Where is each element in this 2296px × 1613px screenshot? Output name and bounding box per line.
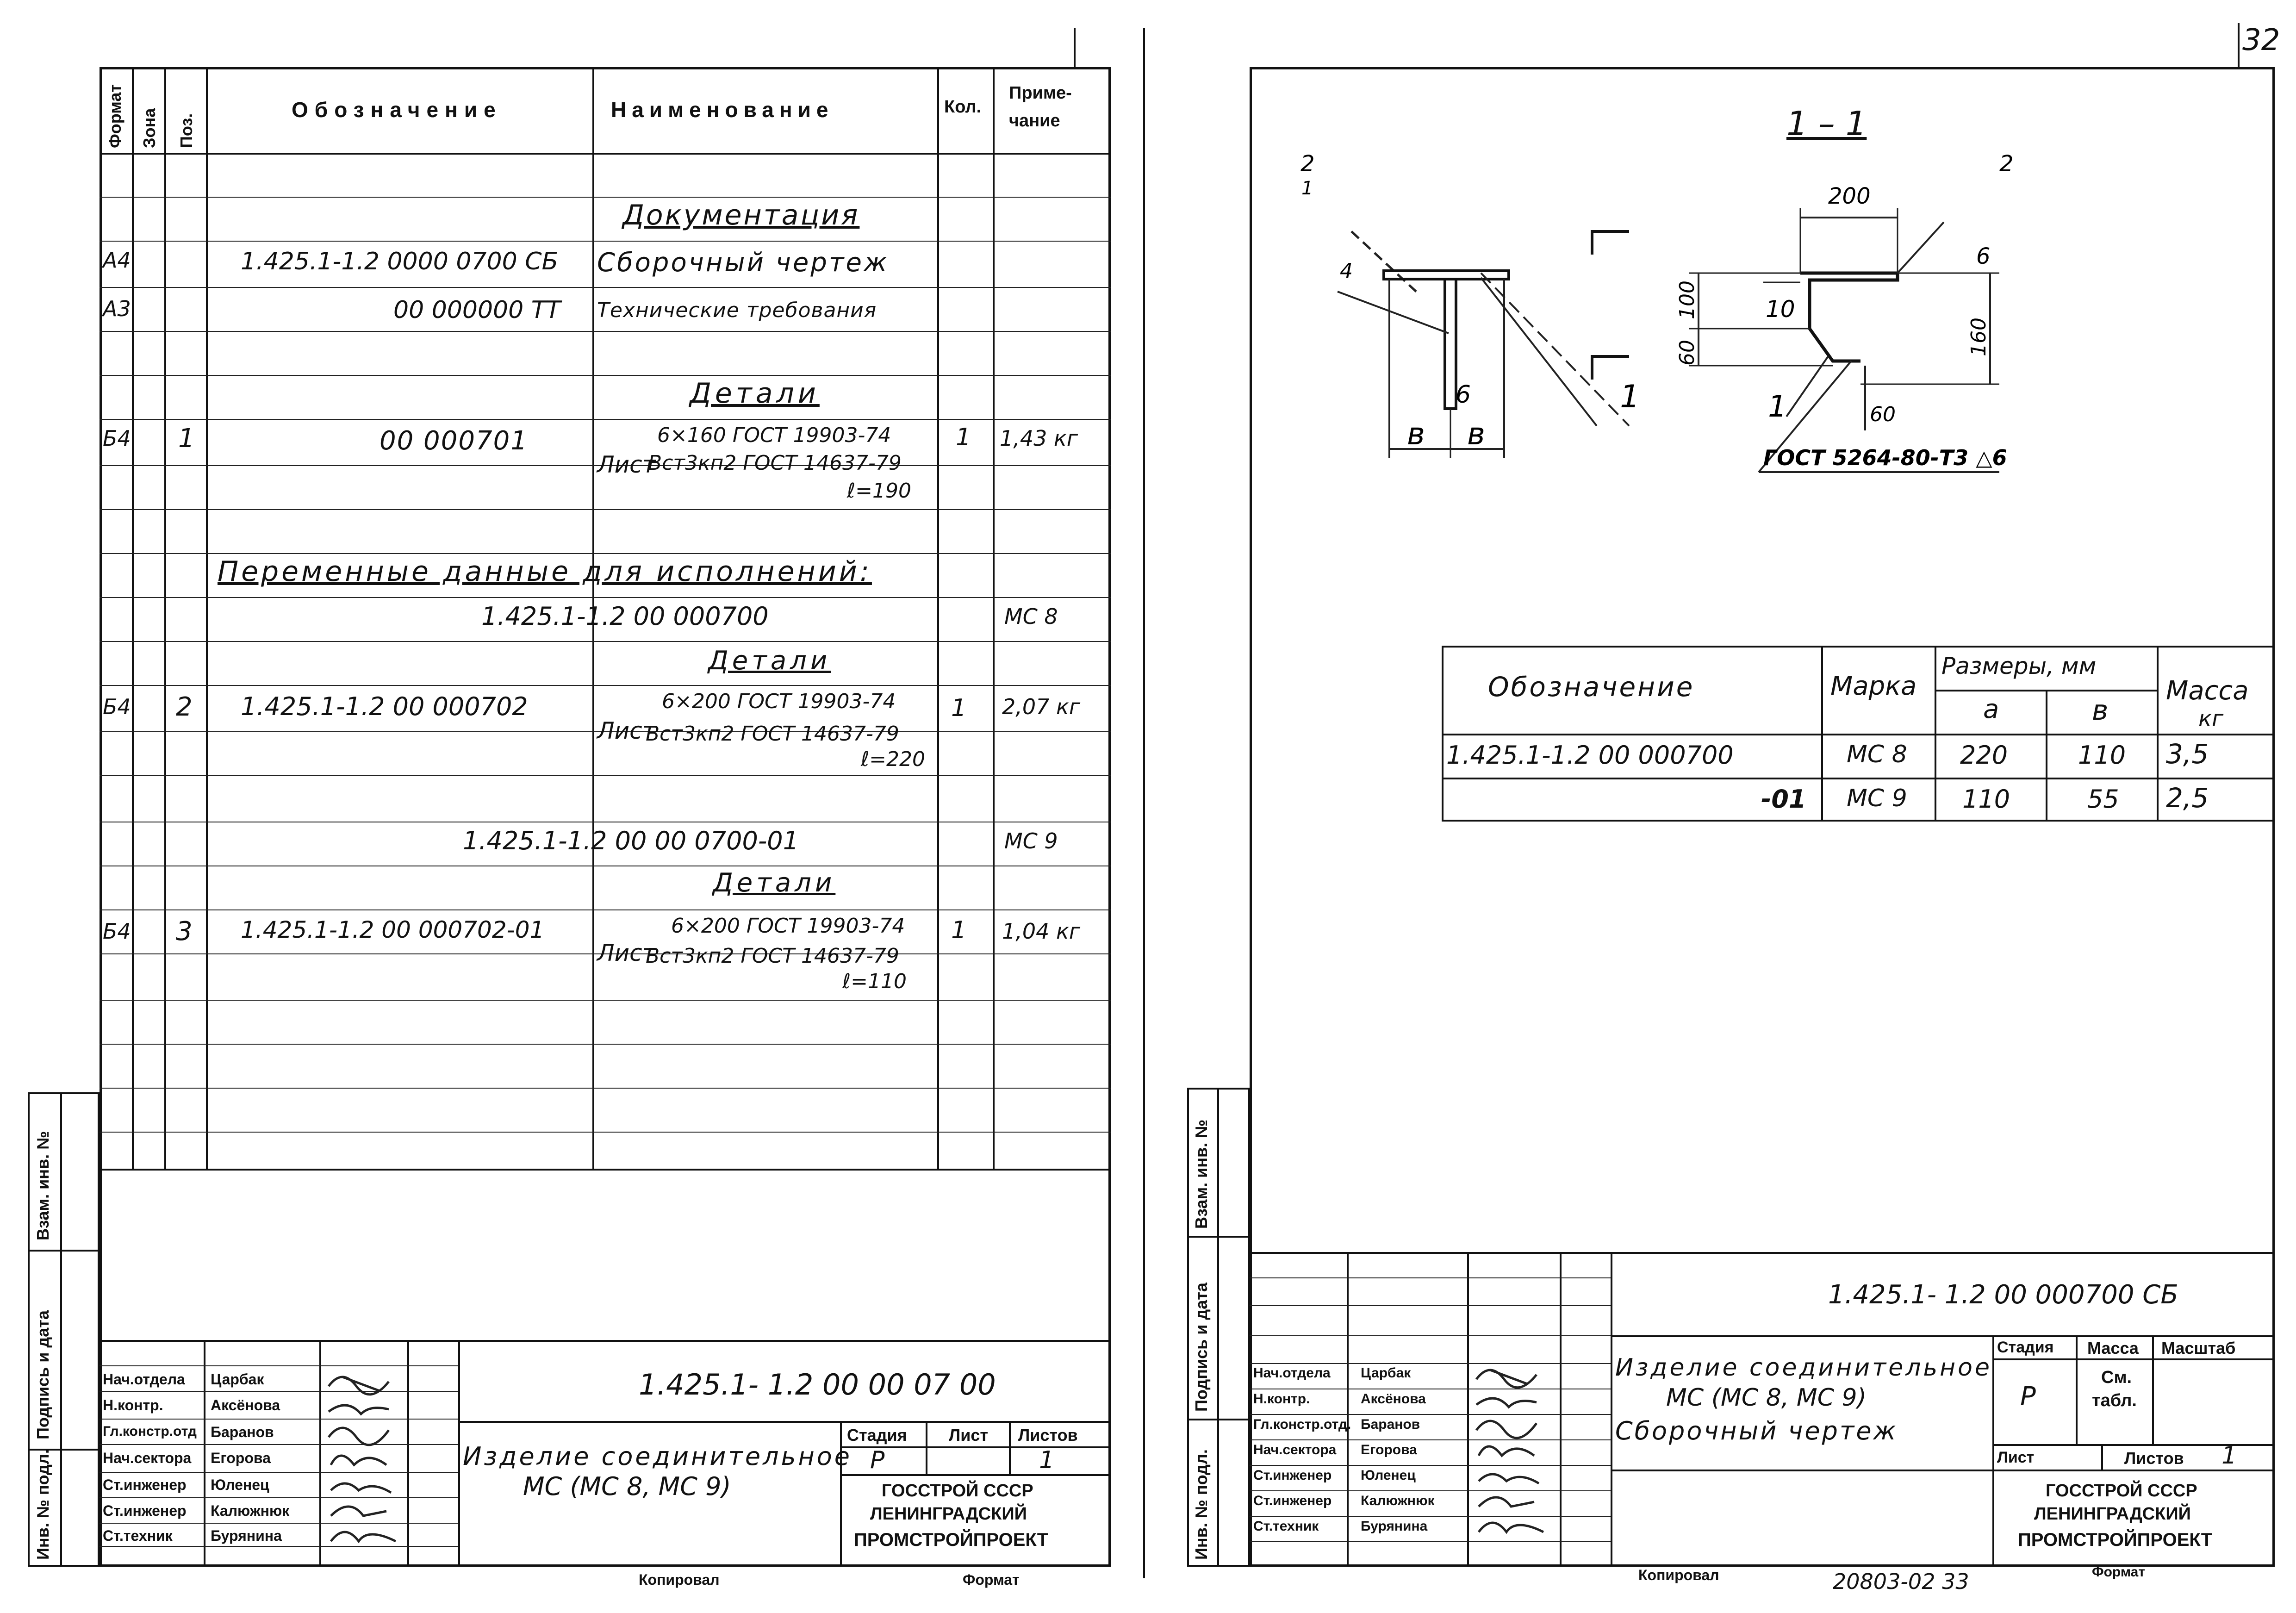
- right-tb-stage-label: Стадия: [1997, 1339, 2054, 1356]
- variable-data-heading: Переменные данные для исполнений:: [218, 555, 872, 588]
- row-line: [100, 375, 1111, 376]
- row2-name: Технические требования: [597, 299, 877, 322]
- right-tb-name-6: Бурянина: [1361, 1519, 1428, 1534]
- col-header-pos: Поз.: [177, 113, 196, 148]
- row4-name-line2: Вст3кп2 ГОСТ 14637-79: [646, 722, 899, 746]
- row5-name-line3: ℓ=110: [842, 970, 907, 993]
- dim-100: 100: [1675, 280, 1699, 319]
- table-bottom-line: [100, 1169, 1111, 1171]
- col-header-name: Наименование: [611, 98, 834, 122]
- section-details-3: Детали: [713, 868, 836, 898]
- table-header-dims: Размеры, мм: [1941, 653, 2097, 679]
- tb-row: [1250, 1414, 1611, 1415]
- page-number: 32: [2242, 23, 2280, 57]
- left-tb-name-3: Егорова: [211, 1450, 271, 1466]
- row3-name-prefix: Лист: [597, 451, 656, 478]
- right-tb-role-0: Нач.отдела: [1253, 1365, 1331, 1381]
- right-side-label-vzam: Взам. инв. №: [1192, 1119, 1211, 1229]
- var2-designation: 1.425.1-1.2 00 00 0700-01: [463, 826, 799, 855]
- tb-col: [1347, 1252, 1349, 1567]
- left-tb-role-0: Нач.отдела: [103, 1371, 185, 1388]
- table-header-b: в: [2092, 694, 2109, 727]
- side-strip-col: [1217, 1088, 1219, 1567]
- table-row2-b: 55: [2087, 785, 2119, 814]
- tb-row: [1250, 1465, 1611, 1466]
- row-line: [100, 1132, 1111, 1133]
- col-header-qty: Кол.: [944, 97, 982, 117]
- left-tb-sheets-label: Листов: [1018, 1426, 1078, 1445]
- left-tb-role-4: Ст.инженер: [103, 1476, 187, 1493]
- section-arrow-top: [1592, 231, 1629, 255]
- row-line: [100, 1000, 1111, 1001]
- row5-qty: 1: [951, 916, 967, 944]
- left-side-label-vzam: Взам. инв. №: [33, 1131, 52, 1240]
- tb-row: [1250, 1305, 1611, 1306]
- col-line-qty: [993, 67, 995, 1169]
- tb-row: [100, 1472, 458, 1473]
- right-tb-role-3: Нач.сектора: [1253, 1442, 1337, 1457]
- col-header-note-1: Приме-: [1009, 83, 1072, 103]
- row2-format: А3: [103, 296, 131, 321]
- tb-row: [1992, 1470, 2275, 1471]
- table-row1-mass: 3,5: [2166, 738, 2209, 770]
- left-tb-org-1: ГОССТРОЙ СССР: [882, 1481, 1033, 1501]
- right-tb-sheets-value: 1: [2221, 1442, 2237, 1470]
- row-line: [100, 197, 1111, 198]
- side-strip-divider: [28, 1250, 100, 1252]
- var2-note: МС 9: [1004, 828, 1058, 853]
- right-tb-mass-label: Масса: [2087, 1339, 2139, 1358]
- callout-4: 4: [1340, 259, 1353, 283]
- row5-designation: 1.425.1-1.2 00 000702-01: [241, 916, 545, 943]
- tb-row: [1250, 1490, 1611, 1491]
- right-side-label-sign: Подпись и дата: [1192, 1283, 1211, 1412]
- left-tb-role-5: Ст.инженер: [103, 1502, 187, 1519]
- table-row2-mass: 2,5: [2166, 782, 2209, 814]
- dim-60: 60: [1675, 340, 1699, 366]
- left-tb-org-3: ПРОМСТРОЙПРОЕКТ: [854, 1530, 1049, 1550]
- row5-note: 1,04 кг: [1002, 919, 1080, 944]
- dim-200: 200: [1828, 183, 1871, 209]
- row3-qty: 1: [956, 423, 971, 451]
- left-tb-sheet-label: Лист: [949, 1426, 989, 1445]
- tb-row: [1611, 1335, 2275, 1337]
- row3-name-line2: Вст3кп2 ГОСТ 14637-79: [648, 451, 902, 475]
- left-tb-name-5: Калюжнюк: [211, 1502, 290, 1519]
- section-details-1: Детали: [690, 377, 820, 410]
- row5-pos: 3: [176, 916, 193, 947]
- tb-col: [458, 1340, 460, 1567]
- right-tb-name-3: Егорова: [1361, 1442, 1417, 1457]
- right-tb-mass-value-2: табл.: [2092, 1391, 2137, 1410]
- leader-line: [1338, 292, 1449, 333]
- section-documentation: Документация: [622, 199, 860, 231]
- table-header-mark: Марка: [1830, 671, 1917, 701]
- left-side-label-sign: Подпись и дата: [33, 1310, 52, 1439]
- leader-line: [1481, 278, 1597, 426]
- right-tb-code: 1.425.1- 1.2 00 000700 СБ: [1828, 1280, 2178, 1310]
- col-header-designation: Обозначение: [292, 98, 502, 122]
- title-block-top: [1250, 1252, 2275, 1254]
- row1-format: А4: [103, 248, 131, 273]
- right-tb-org-2: ЛЕНИНГРАДСКИЙ: [2034, 1504, 2191, 1524]
- dim-6b: 6: [1976, 243, 1991, 269]
- tb-row: [1250, 1363, 1611, 1364]
- left-tb-role-3: Нач.сектора: [103, 1450, 192, 1466]
- col-line-name: [937, 67, 939, 1169]
- left-side-label-inv: Инв. № подл.: [33, 1449, 52, 1560]
- tb-row: [100, 1419, 458, 1420]
- row1-designation: 1.425.1-1.2 0000 0700 СБ: [241, 248, 559, 275]
- right-tb-name-1: Аксёнова: [1361, 1391, 1426, 1407]
- right-tb-title-3: Сборочный чертеж: [1615, 1416, 1898, 1445]
- right-tb-role-4: Ст.инженер: [1253, 1468, 1332, 1483]
- callout-1b: 1: [1768, 390, 1787, 424]
- col-header-zone: Зона: [140, 108, 159, 148]
- right-tb-role-1: Н.контр.: [1253, 1391, 1310, 1407]
- row-line: [100, 287, 1111, 288]
- table-header-bottom: [1442, 734, 2275, 735]
- row-line: [100, 597, 1111, 598]
- right-tb-role-6: Ст.техник: [1253, 1519, 1319, 1534]
- right-tb-title-2: МС (МС 8, МС 9): [1666, 1384, 1867, 1412]
- section-profile: [1800, 273, 1898, 361]
- row4-name-line1: 6×200 ГОСТ 19903-74: [662, 690, 896, 713]
- right-tb-org-3: ПРОМСТРОЙПРОЕКТ: [2018, 1530, 2213, 1550]
- row3-pos: 1: [178, 423, 195, 454]
- row3-designation: 00 000701: [380, 426, 528, 456]
- row-line: [100, 909, 1111, 910]
- row4-name-line3: ℓ=220: [861, 747, 926, 771]
- section-drawing: [1296, 139, 2083, 518]
- row2-designation: 00 000000 ТТ: [393, 296, 561, 324]
- dim-b-2: в: [1467, 416, 1485, 452]
- dim-60b: 60: [1870, 403, 1896, 426]
- tb-row: [100, 1546, 458, 1547]
- tb-row: [1250, 1277, 1611, 1278]
- right-signatures: [1472, 1361, 1555, 1546]
- table-row1-mark: МС 8: [1847, 741, 1907, 768]
- row4-note: 2,07 кг: [1002, 694, 1080, 719]
- right-tb-role-5: Ст.инженер: [1253, 1493, 1332, 1508]
- left-footer-copied: Копировал: [639, 1571, 720, 1588]
- row3-format: Б4: [103, 426, 131, 451]
- title-block-top: [100, 1340, 1111, 1342]
- web-plate: [1445, 279, 1456, 409]
- callout-2a: 2: [1300, 151, 1315, 177]
- tb-row: [100, 1497, 458, 1498]
- right-tb-org-1: ГОССТРОЙ СССР: [2046, 1481, 2197, 1501]
- table-row2-designation: -01: [1761, 785, 1806, 814]
- row4-designation: 1.425.1-1.2 00 000702: [241, 692, 528, 721]
- table-row1-a: 220: [1960, 741, 2008, 770]
- left-tb-role-2: Гл.констр.отд: [103, 1424, 197, 1439]
- col-line-zone: [164, 67, 166, 1169]
- tb-col: [1992, 1335, 1994, 1567]
- right-tb-scale-label: Масштаб: [2161, 1339, 2236, 1358]
- tb-row: [458, 1421, 1111, 1423]
- tb-row: [1250, 1439, 1611, 1440]
- table-row: [1935, 690, 2157, 691]
- tb-col: [1611, 1252, 1612, 1567]
- col-line-pos: [206, 67, 208, 1169]
- col-header-note-2: чание: [1009, 111, 1060, 131]
- leader-line: [1898, 222, 1944, 273]
- row4-format: Б4: [103, 694, 131, 719]
- right-tb-title-1: Изделие соединительное: [1615, 1354, 1992, 1382]
- row-line: [100, 509, 1111, 510]
- callout-2b: 2: [1999, 151, 2014, 177]
- right-tb-name-0: Царбак: [1361, 1365, 1411, 1381]
- col-line-format: [132, 67, 134, 1169]
- tb-row: [100, 1391, 458, 1392]
- table-col: [2046, 690, 2047, 822]
- row-line: [100, 641, 1111, 642]
- col-header-format: Формат: [106, 84, 124, 148]
- left-tb-name-2: Баранов: [211, 1424, 274, 1440]
- tb-col: [2101, 1444, 2103, 1470]
- table-header-a: а: [1983, 694, 1999, 724]
- var1-note: МС 8: [1004, 604, 1058, 629]
- left-footer-format: Формат: [963, 1571, 1020, 1588]
- section-label: 1 – 1: [1786, 104, 1867, 143]
- left-tb-name-6: Бурянина: [211, 1527, 282, 1544]
- right-footer-number: 20803-02 33: [1833, 1569, 1969, 1594]
- row4-pos: 2: [176, 692, 193, 722]
- left-signatures: [324, 1368, 403, 1562]
- left-tb-name-0: Царбак: [211, 1371, 264, 1388]
- tb-col: [319, 1340, 321, 1567]
- callout-1a: 1: [1301, 178, 1313, 199]
- right-tb-sheet-label: Лист: [1997, 1449, 2035, 1466]
- row-line: [100, 1044, 1111, 1045]
- right-footer-copied: Копировал: [1638, 1567, 1719, 1583]
- row5-name-line1: 6×200 ГОСТ 19903-74: [671, 914, 905, 938]
- tb-row: [1611, 1470, 1992, 1471]
- row1-name: Сборочный чертеж: [597, 248, 889, 278]
- table-header-designation: Обозначение: [1488, 671, 1695, 703]
- row3-name-line1: 6×160 ГОСТ 19903-74: [657, 423, 891, 447]
- tb-row: [100, 1365, 458, 1366]
- right-tb-role-2: Гл.констр.отд.: [1253, 1417, 1351, 1432]
- header-row-line: [100, 153, 1111, 155]
- table-row1-b: 110: [2078, 741, 2126, 770]
- left-tb-code: 1.425.1- 1.2 00 00 07 00: [639, 1368, 996, 1401]
- var1-designation: 1.425.1-1.2 00 000700: [481, 602, 769, 631]
- right-tb-name-4: Юленец: [1361, 1468, 1416, 1483]
- left-tb-sheets-value: 1: [1039, 1446, 1055, 1474]
- tb-row: [1250, 1335, 1611, 1336]
- tb-col: [2152, 1335, 2154, 1444]
- section-details-2: Детали: [708, 646, 831, 676]
- row-line: [100, 1088, 1111, 1089]
- row-line: [100, 331, 1111, 332]
- row4-qty: 1: [951, 694, 967, 722]
- right-page-tick: [2238, 23, 2240, 67]
- row-line: [100, 685, 1111, 686]
- right-tb-name-2: Баранов: [1361, 1417, 1420, 1432]
- right-tb-mass-value-1: См.: [2101, 1368, 2132, 1387]
- tb-col: [1467, 1252, 1469, 1567]
- left-tb-name-1: Аксёнова: [211, 1397, 280, 1414]
- right-tb-name-5: Калюжнюк: [1361, 1493, 1435, 1508]
- dim-6a: 6: [1456, 381, 1471, 409]
- left-tb-org-2: ЛЕНИНГРАДСКИЙ: [870, 1504, 1027, 1524]
- right-tb-sheets-label: Листов: [2124, 1449, 2184, 1468]
- row5-format: Б4: [103, 919, 131, 944]
- right-tb-stage-value: Р: [2020, 1382, 2036, 1412]
- left-tb-stage-value: Р: [870, 1446, 885, 1474]
- row-line: [100, 775, 1111, 776]
- left-tb-title-2: МС (МС 8, МС 9): [523, 1472, 731, 1501]
- section-arrow-label: 1: [1620, 379, 1640, 415]
- tb-row: [1992, 1358, 2275, 1360]
- tb-row: [1250, 1541, 1611, 1542]
- left-binding-edge: [1143, 28, 1145, 1578]
- left-tb-stage-label: Стадия: [847, 1426, 907, 1445]
- table-row2-mark: МС 9: [1847, 785, 1907, 812]
- row3-note: 1,43 кг: [1000, 426, 1078, 451]
- table-row1-designation: 1.425.1-1.2 00 000700: [1446, 741, 1734, 770]
- left-tb-name-4: Юленец: [211, 1476, 269, 1493]
- section-arrow-bottom: [1592, 356, 1629, 380]
- side-strip-col: [60, 1092, 62, 1567]
- tb-col: [204, 1340, 205, 1567]
- left-sheet: [100, 67, 1111, 1567]
- right-side-label-inv: Инв. № подл.: [1192, 1449, 1211, 1560]
- tb-row: [1250, 1516, 1611, 1517]
- left-tb-title-1: Изделие соединительное: [463, 1442, 852, 1471]
- weld-note: ГОСТ 5264-80-Т3 △6: [1763, 445, 2007, 470]
- row3-name-line3: ℓ=190: [847, 479, 912, 503]
- table-header-mass-2: кг: [2198, 706, 2224, 732]
- left-top-tick: [1074, 28, 1076, 69]
- tb-row: [100, 1444, 458, 1445]
- left-tb-role-6: Ст.техник: [103, 1527, 173, 1544]
- dim-160: 160: [1967, 318, 1991, 356]
- left-tb-role-1: Н.контр.: [103, 1397, 163, 1414]
- row5-name-line2: Вст3кп2 ГОСТ 14637-79: [646, 944, 899, 968]
- tb-col: [407, 1340, 409, 1567]
- tb-col: [2076, 1335, 2078, 1444]
- table-row2-a: 110: [1962, 785, 2010, 814]
- table-header-mass-1: Масса: [2166, 676, 2249, 706]
- dim-b-1: в: [1407, 416, 1425, 452]
- row-line: [100, 419, 1111, 420]
- tb-row: [840, 1474, 1111, 1476]
- row4-name-prefix: Лист: [597, 717, 656, 744]
- dim-10: 10: [1766, 296, 1795, 323]
- row5-name-prefix: Лист: [597, 940, 656, 966]
- tb-row: [100, 1523, 458, 1524]
- cut-hatch-line: [1351, 231, 1416, 292]
- tb-col: [1560, 1252, 1562, 1567]
- right-footer-format: Формат: [2092, 1564, 2146, 1580]
- table-row: [1442, 778, 2275, 779]
- row-line: [100, 241, 1111, 242]
- row-line: [100, 553, 1111, 554]
